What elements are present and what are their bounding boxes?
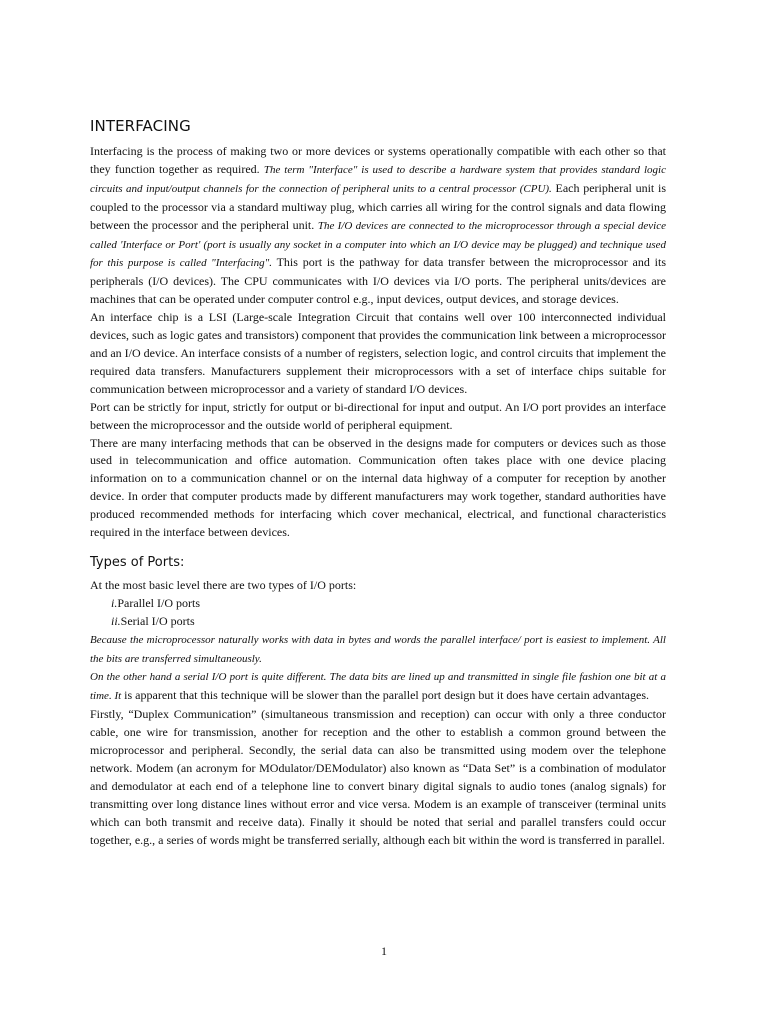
paragraph-basic-level: At the most basic level there are two types of I/O ports:: [90, 577, 357, 592]
list-item: [90, 613, 666, 631]
section-heading-types-of-ports: Types of Ports:: [90, 554, 185, 570]
paragraph-parallel: [90, 631, 666, 669]
paragraph-serial: [90, 668, 666, 706]
paragraph-intro: [90, 143, 666, 309]
intro-text-c: Each peripheral unit is coupled to the processor via a standard multiway plug, which carries all wiring for the control signals and data flowing between the processor and the peripheral unit.: [90, 180, 666, 232]
serial-text: is apparent that this technique will be slower than the parallel port design but it does have certain advantages.: [121, 688, 650, 703]
paragraph-interface-chip: An interface chip is a LSI (Large-scale Integration Circuit that contains well over 100 interconnected individual devices, such as logic gates and transistors) component that provides the communication link between a microprocessor and an I/O device. An interface consists of a number of registers, selection logic, and control circuits that implement the required data transfers. Manufacturers supplement their microprocessors with a set of interface chips suitable for communication between microprocessor and a variety of standard I/O devices.: [90, 310, 666, 396]
list-item-text: Serial I/O ports: [120, 613, 195, 628]
serial-italic: On the other hand a serial I/O port is quite different. The data bits are lined up and transmitted in single file fashion one bit at a time. It: [90, 671, 666, 703]
list-item-number: i.: [111, 595, 118, 610]
paragraph-methods: There are many interfacing methods that can be observed in the designs made for computers or devices such as those used in telecommunication and office automation. Communication often takes place with one device placing information on to a communication channel or on the internal data highway of a computer for reception by another device. In order that computer products made by different manufacturers may work together, standard authorities have produced recommended methods for interfacing which cover mechanical, electrical, and functional characteristics required in the interface between devices.: [90, 435, 666, 540]
page-number: 1: [381, 944, 387, 958]
paragraph-duplex: Firstly, “Duplex Communication” (simultaneous transmission and reception) can occur with only a three conductor cable, one wire for transmission, another for reception and the other to establish a common ground between the microprocessor and peripheral. Secondly, the serial data can also be transmitted using modem over the telephone network. Modem (an acronym for MOdulator/DEModulator) also known as “Data Set” is a combination of modulator and demodulator at each end of a telephone line to convert binary digital signals to audio tones (analog signals) for transmitting over long distance lines without error and vice versa. Modem is an example of transceiver (terminal units which can both transmit and receive data). Finally it should be noted that serial and parallel transfers could occur together, e.g., a series of words might be transferred serially, although each bit within the word is transferred in parallel.: [90, 707, 666, 847]
intro-text-e: This port is the pathway for data transfer between the microprocessor and its peripherals (I/O devices). The CPU communicates with I/O devices via I/O ports. The peripheral units/devices are machines that can be operated under computer control e.g., input devices, output devices, and storage devices.: [90, 255, 666, 307]
page-content: [90, 116, 666, 850]
intro-italic-b: The term "Interface" is used to describe a hardware system that provides standard logic circuits and input/output channels for the connection of peripheral units to a central processor (CPU).: [90, 163, 666, 195]
parallel-italic: Because the microprocessor naturally works with data in bytes and words the parallel interface/ port is easiest to implement. All the bits are transferred simultaneously.: [90, 633, 666, 665]
intro-text-a: Interfacing is the process of making two or more devices or systems operationally compatible with each other so that they function together as required.: [90, 144, 666, 176]
list-item-text: Parallel I/O ports: [117, 595, 200, 610]
intro-italic-d: The I/O devices are connected to the microprocessor through a special device called 'Interface or Port' (port is usually any socket in a computer into which an I/O device may be plugged) and technique used for this purpose is called "Interfacing".: [90, 219, 666, 270]
port-types-list: [90, 595, 666, 631]
page-title: INTERFACING: [90, 117, 191, 135]
list-item: [90, 595, 666, 613]
paragraph-port: Port can be strictly for input, strictly for output or bi-directional for input and output. An I/O port provides an interface between the microprocessor and the outside world of peripheral equipment.: [90, 399, 666, 432]
list-item-number: ii.: [111, 613, 121, 628]
